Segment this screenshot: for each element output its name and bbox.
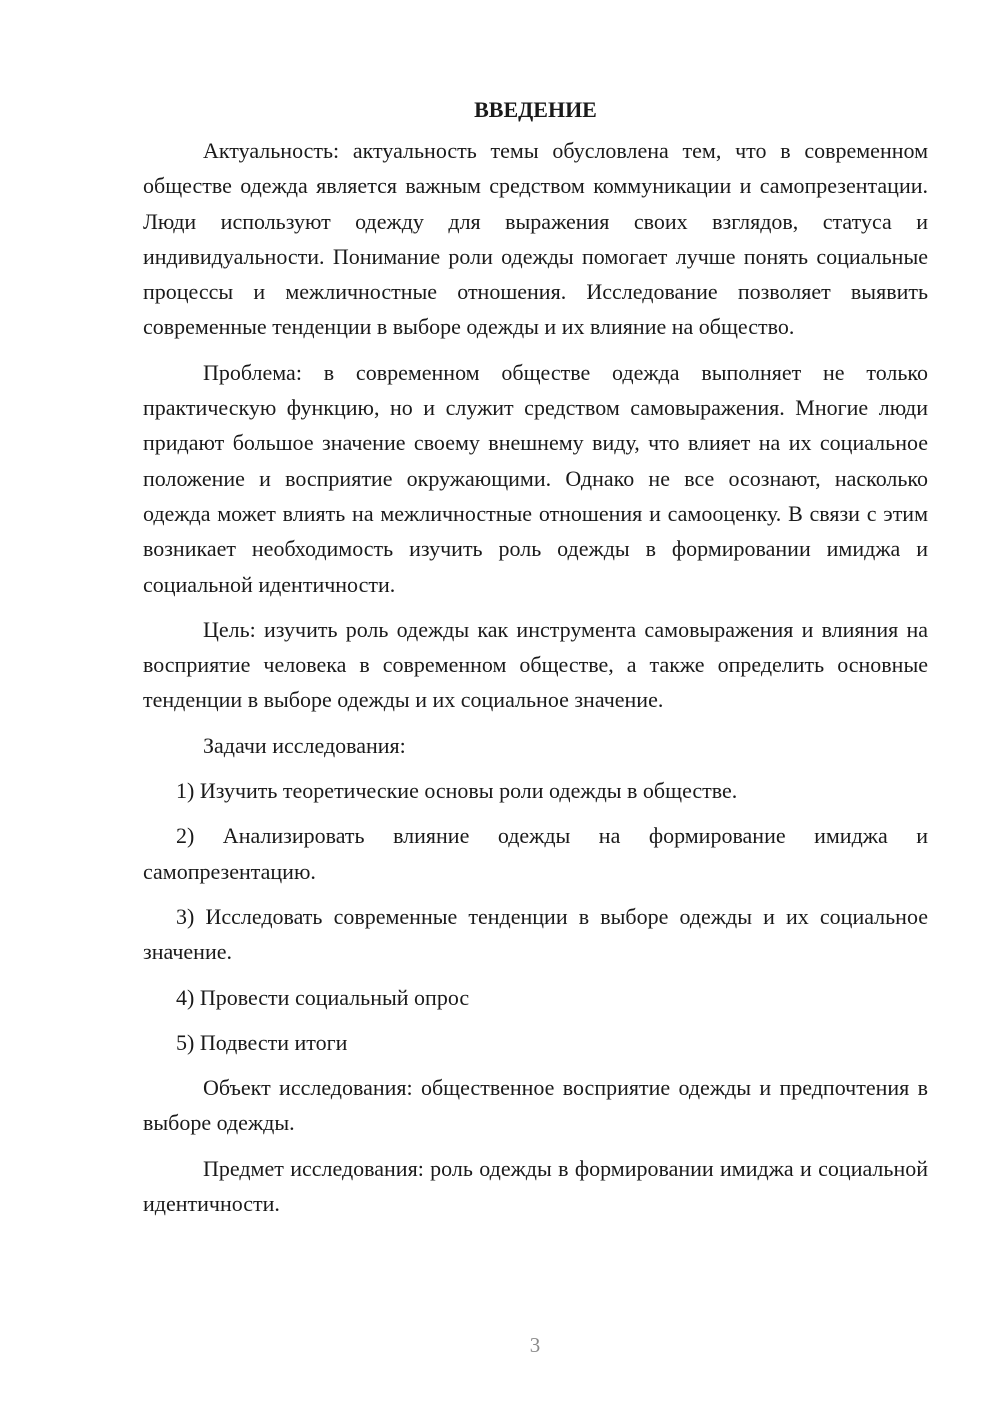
goal-paragraph: Цель: изучить роль одежды как инструмента самовыражения и влияния на восприятие человека в современном обществе, а также определить основные тенденции в выборе одежды и их социальное значение.: [143, 616, 928, 713]
subject-paragraph: Предмет исследования: роль одежды в формировании имиджа и социальной идентичности.: [143, 1155, 928, 1217]
list-item: 4) Провести социальный опрос: [176, 984, 470, 1010]
document-page: [143, 92, 928, 1231]
list-item: 1) Изучить теоретические основы роли одежды в обществе.: [176, 778, 738, 804]
list-item: 2) Анализировать влияние одежды на формирование имиджа и самопрезентацию.: [143, 823, 928, 884]
problem-paragraph: Проблема: в современном обществе одежда выполняет не только практическую функцию, но и служит средством самовыражения. Многие люди придают большое значение своему внешнему виду, что влияет на их социальное положение и восприятие окружающими. Однако не все осознают, насколько одежда может влиять на межличностные отношения и самооценку. В связи с этим возникает необходимость изучить роль одежды в формировании имиджа и социальной идентичности.: [143, 359, 928, 597]
relevance-paragraph: Актуальность: актуальность темы обусловлена тем, что в современном обществе одежда является важным средством коммуникации и самопрезентации. Люди используют одежду для выражения своих взглядов, статуса и индивидуальности. Понимание роли одежды помогает лучше понять социальные процессы и межличностные отношения. Исследование позволяет выявить современные тенденции в выборе одежды и их влияние на общество.: [143, 138, 928, 340]
object-paragraph: Объект исследования: общественное восприятие одежды и предпочтения в выборе одежды.: [143, 1075, 928, 1136]
page-number: 3: [529, 1333, 541, 1357]
list-item: 3) Исследовать современные тенденции в выборе одежды и их социальное значение.: [143, 903, 928, 965]
tasks-heading: Задачи исследования:: [203, 732, 406, 758]
page-title: ВВЕДЕНИЕ: [474, 97, 597, 122]
list-item: 5) Подвести итоги: [176, 1029, 348, 1055]
tasks-list: [143, 773, 928, 1060]
